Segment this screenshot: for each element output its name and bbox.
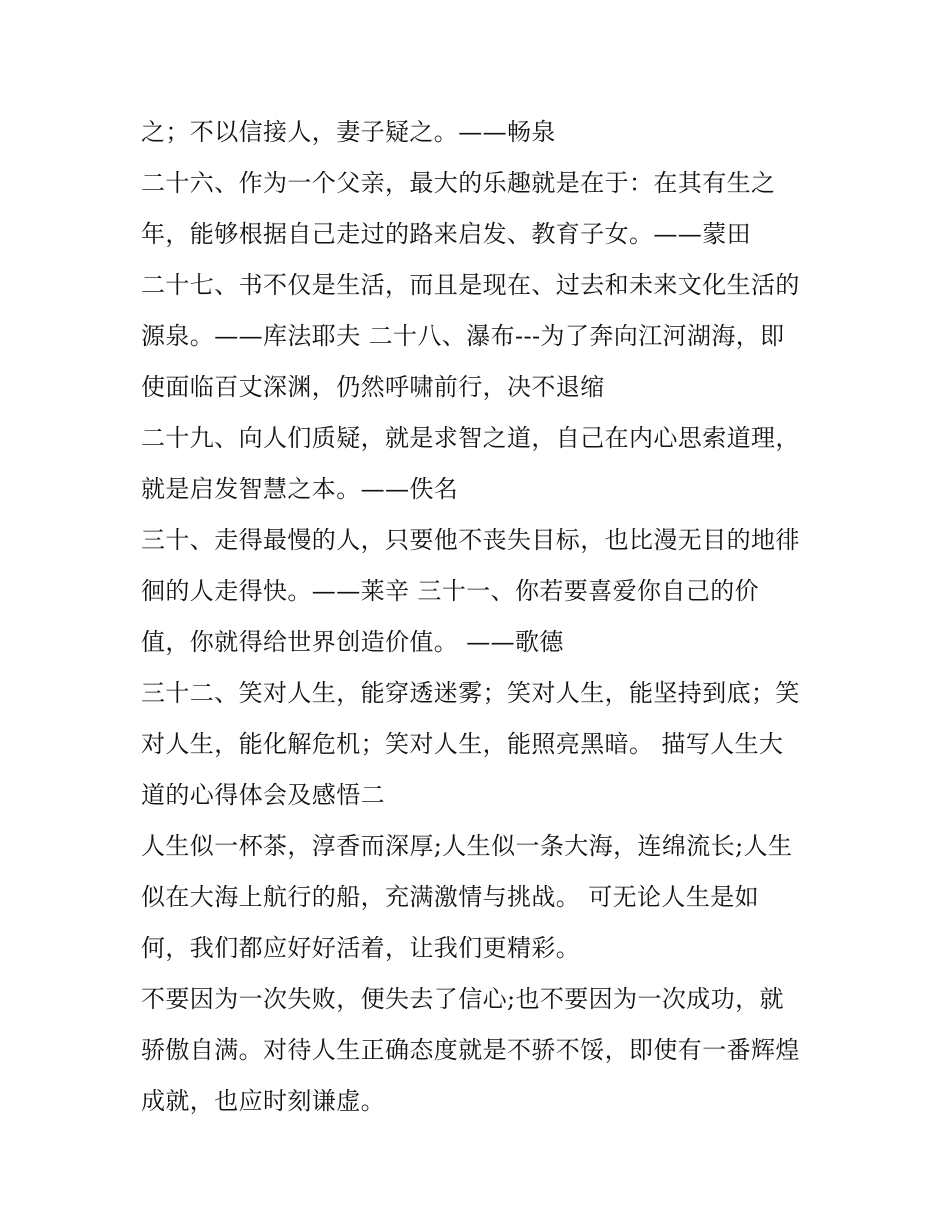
text-line: 年，能够根据自己走过的路来启发、教育子女。——蒙田	[141, 220, 751, 248]
text-line: 二十九、向人们质疑，就是求智之道，自己在内心思索道理，	[141, 424, 800, 452]
text-line: 使面临百丈深渊，仍然呼啸前行，决不退缩	[141, 373, 605, 401]
text-line: 之；不以信接人，妻子疑之。——畅泉	[141, 118, 556, 146]
text-line: 二十六、作为一个父亲，最大的乐趣就是在于：在其有生之	[141, 169, 776, 197]
text-line: 成就，也应时刻谦虚。	[141, 1087, 385, 1115]
text-line: 何，我们都应好好活着，让我们更精彩。	[141, 934, 581, 962]
text-line: 骄傲自满。对待人生正确态度就是不骄不馁，即使有一番辉煌	[141, 1036, 800, 1064]
text-line: 对人生，能化解危机；笑对人生，能照亮黑暗。 描写人生大	[141, 730, 784, 758]
text-line: 源泉。——库法耶夫 二十八、瀑布---为了奔向江河湖海，即	[141, 322, 785, 350]
text-line: 徊的人走得快。——莱辛 三十一、你若要喜爱你自己的价	[141, 577, 760, 605]
text-line: 人生似一杯茶，淳香而深厚;人生似一条大海，连绵流长;人生	[141, 832, 793, 860]
text-line: 似在大海上航行的船，充满激情与挑战。 可无论人生是如	[141, 883, 760, 911]
text-line: 值，你就得给世界创造价值。 ——歌德	[141, 628, 564, 656]
text-line: 三十、走得最慢的人，只要他不丧失目标，也比漫无目的地徘	[141, 526, 800, 554]
text-line: 道的心得体会及感悟二	[141, 781, 385, 809]
text-line: 二十七、书不仅是生活，而且是现在、过去和未来文化生活的	[141, 271, 800, 299]
text-line: 不要因为一次失败，便失去了信心;也不要因为一次成功，就	[141, 985, 784, 1013]
text-line: 就是启发智慧之本。——佚名	[141, 475, 459, 503]
text-line: 三十二、笑对人生，能穿透迷雾；笑对人生，能坚持到底；笑	[141, 679, 800, 707]
document-body	[141, 107, 831, 1127]
